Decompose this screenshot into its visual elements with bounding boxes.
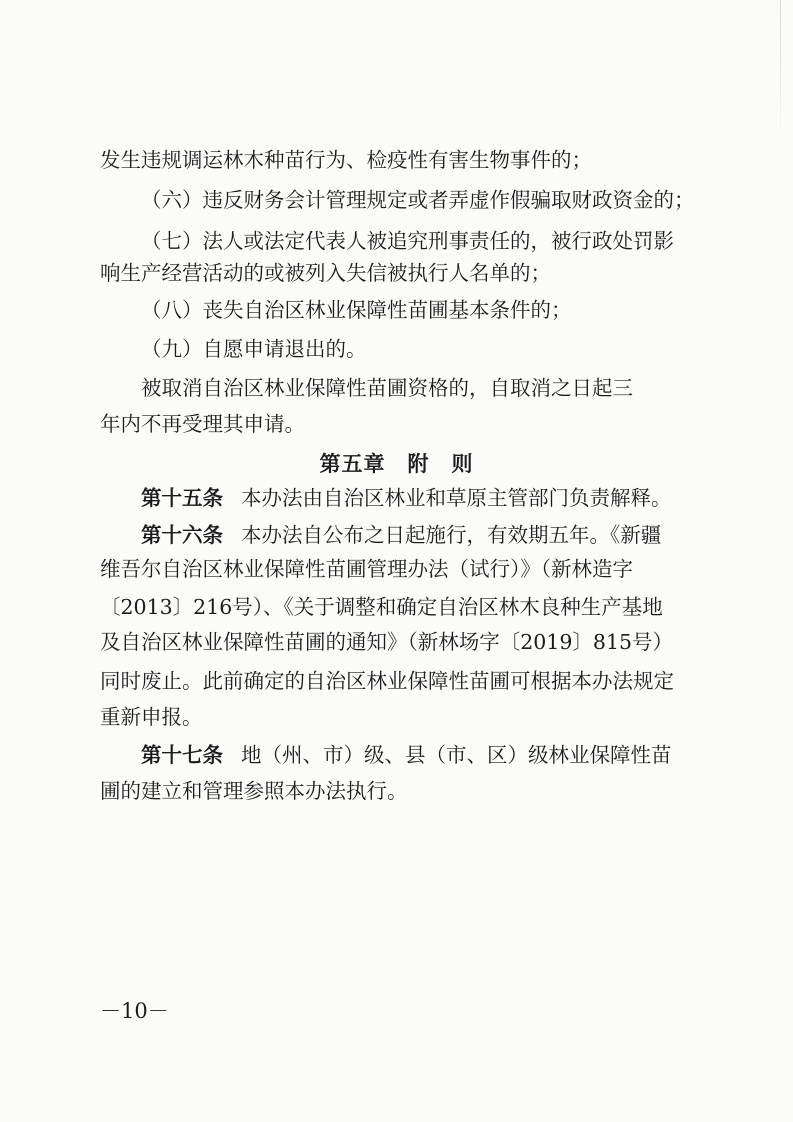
- text-line: 年内不再受理其申请。: [100, 412, 305, 436]
- chapter-heading: 第五章 附 则: [319, 452, 474, 476]
- text-line: （六）违反财务会计管理规定或者弄虚作假骗取财政资金的；: [141, 188, 695, 212]
- scan-edge-shadow: [780, 0, 781, 160]
- text-line: 圃的建立和管理参照本办法执行。: [100, 779, 408, 803]
- text-line: 同时废止。此前确定的自治区林业保障性苗圃可根据本办法规定: [100, 669, 674, 693]
- article-text: 本办法由自治区林业和草原主管部门负责解释。: [241, 486, 672, 510]
- article-label: 第十六条: [141, 523, 223, 547]
- text-line: （八）丧失自治区林业保障性苗圃基本条件的；: [141, 298, 572, 322]
- page-number: －10－: [100, 999, 169, 1023]
- article-17: [141, 741, 741, 769]
- text-line: 〔2013〕216号）、《关于调整和确定自治区林木良种生产基地: [100, 595, 663, 619]
- text-line: （九）自愿申请退出的。: [141, 337, 367, 361]
- text-line: 发生违规调运林木种苗行为、检疫性有害生物事件的；: [100, 148, 592, 172]
- article-text: 本办法自公布之日起施行，有效期五年。《新疆: [241, 523, 662, 547]
- text-line: 响生产经营活动的或被列入失信被执行人名单的；: [100, 261, 551, 285]
- text-line: （七）法人或法定代表人被追究刑事责任的，被行政处罚影: [141, 229, 674, 253]
- article-label: 第十七条: [141, 743, 223, 767]
- article-label: 第十五条: [141, 486, 223, 510]
- text-line: 维吾尔自治区林业保障性苗圃管理办法（试行）》（新林造字: [100, 557, 633, 581]
- text-line: 被取消自治区林业保障性苗圃资格的，自取消之日起三: [141, 376, 633, 400]
- article-15: [141, 484, 741, 512]
- article-16: [141, 521, 741, 549]
- text-line: 及自治区林业保障性苗圃的通知》（新林场字〔2019〕815号）: [100, 630, 674, 654]
- article-text: 地（州、市）级、县（市、区）级林业保障性苗: [241, 743, 672, 767]
- text-line: 重新申报。: [100, 705, 203, 729]
